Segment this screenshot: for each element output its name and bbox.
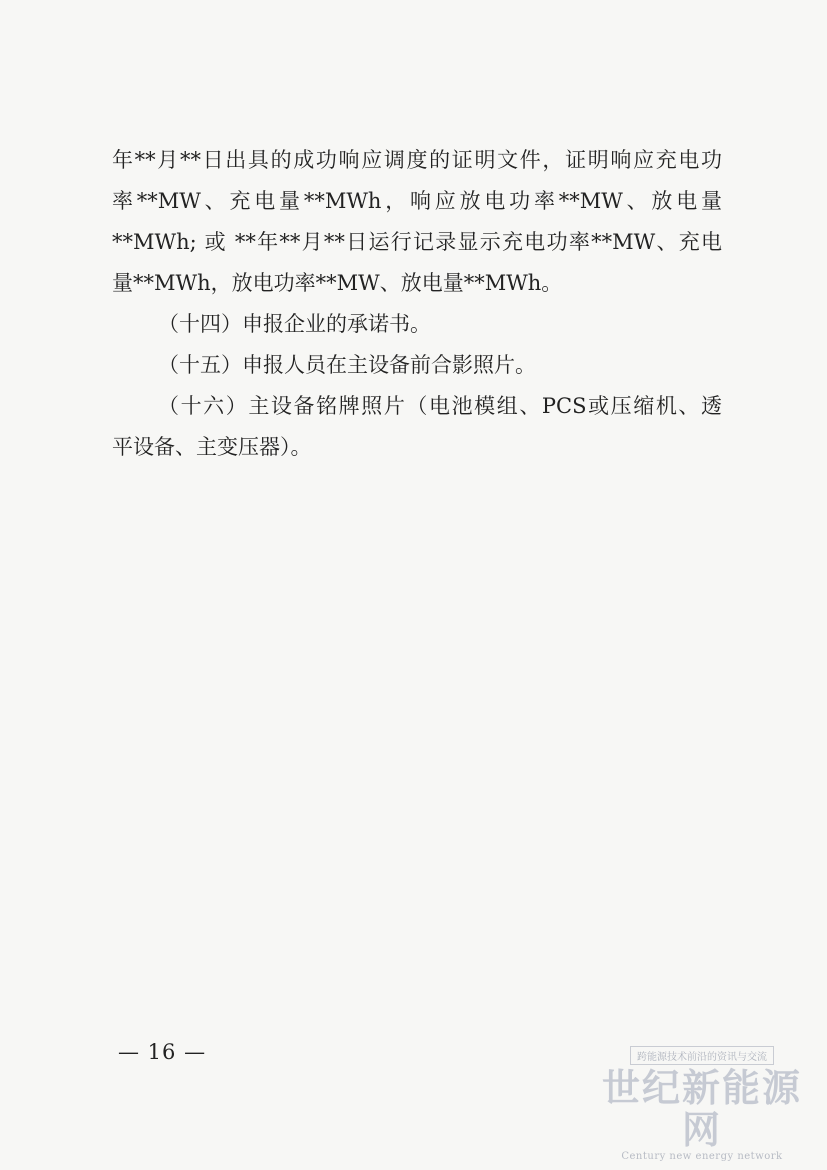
item-fifteen: （十五）申报人员在主设备前合影照片。 [158,353,536,377]
item-fourteen: （十四）申报企业的承诺书。 [158,312,431,336]
site-watermark [597,1045,807,1162]
watermark-tagline: 跨能源技术前沿的资讯与交流 [630,1046,774,1065]
text-line-4: 量**MWh，放电功率**MW、放电量**MWh。 [112,271,563,295]
watermark-subtitle: Century new energy network [621,1151,783,1162]
item-sixteen: （十六）主设备铭牌照片（电池模组、PCS或压缩机、透 [158,394,722,418]
page-number: — 16 — [118,1040,207,1064]
text-line-1: 年**月**日出具的成功响应调度的证明文件，证明响应充电功 [112,148,722,172]
document-body [112,140,722,468]
text-line-2: 率**MW、充电量**MWh，响应放电功率**MW、放电量 [112,189,722,213]
text-line-3: **MWh; 或 **年**月**日运行记录显示充电功率**MW、充电 [112,230,722,254]
watermark-title: 世纪新能源网 [601,1066,802,1152]
item-sixteen-continuation: 平设备、主变压器）。 [112,435,312,459]
